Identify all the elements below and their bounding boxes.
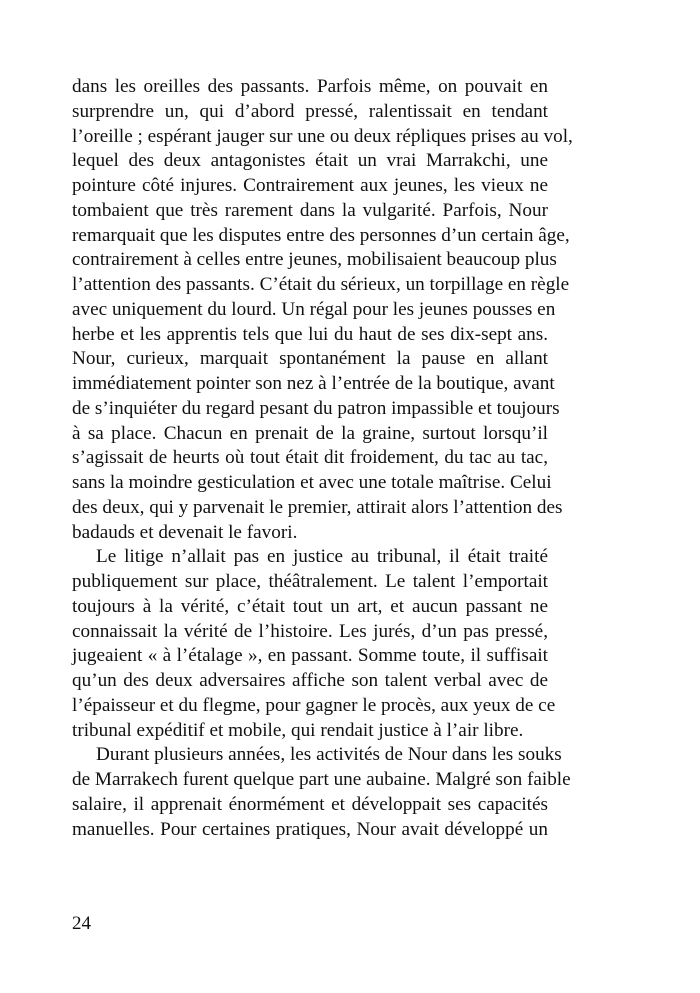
text-line: à sa place. Chacun en prenait de la graine, surtout lorsqu’il bbox=[72, 422, 548, 444]
text-line: badauds et devenait le favori. bbox=[72, 521, 298, 543]
text-line: jugeaient « à l’étalage », en passant. Somme toute, il suffisait bbox=[72, 645, 548, 667]
text-line: dans les oreilles des passants. Parfois même, on pouvait en bbox=[72, 76, 548, 97]
text-line: remarquait que les disputes entre des personnes d’un certain âge, bbox=[72, 224, 570, 246]
paragraph bbox=[72, 545, 556, 743]
text-line: immédiatement pointer son nez à l’entrée de la boutique, avant bbox=[72, 373, 555, 394]
text-line: l’oreille ; espérant jauger sur une ou deux répliques prises au vol, bbox=[72, 125, 573, 147]
text-line: l’épaisseur et du flegme, pour gagner le procès, aux yeux de ce bbox=[72, 694, 556, 716]
text-line: sans la moindre gesticulation et avec une totale maîtrise. Celui bbox=[72, 472, 552, 493]
page-body bbox=[72, 75, 573, 842]
text-line: lequel des deux antagonistes était un vrai Marrakchi, une bbox=[72, 150, 548, 172]
text-line: Nour, curieux, marquait spontanément la pause en allant bbox=[72, 348, 548, 370]
text-line: de Marrakech furent quelque part une aubaine. Malgré son faible bbox=[72, 769, 571, 790]
text-line: salaire, il apprenait énormément et développait ses capacités bbox=[72, 793, 548, 815]
text-line: avec uniquement du lourd. Un régal pour les jeunes pousses en bbox=[72, 298, 556, 320]
page-number: 24 bbox=[72, 913, 91, 934]
paragraph bbox=[72, 75, 573, 545]
text-line: s’agissait de heurts où tout était dit froidement, du tac au tac, bbox=[72, 447, 548, 469]
paragraph bbox=[72, 743, 571, 842]
text-line: pointure côté injures. Contrairement aux jeunes, les vieux ne bbox=[72, 175, 548, 196]
text-line: Durant plusieurs années, les activités de Nour dans les souks bbox=[96, 744, 562, 766]
text-line: publiquement sur place, théâtralement. Le talent l’emportait bbox=[72, 571, 548, 592]
text-line: toujours à la vérité, c’était tout un art, et aucun passant ne bbox=[72, 595, 548, 617]
text-line: de s’inquiéter du regard pesant du patron impassible et toujours bbox=[72, 397, 560, 419]
text-line: Le litige n’allait pas en justice au tribunal, il était traité bbox=[96, 546, 548, 568]
text-line: des deux, qui y parvenait le premier, attirait alors l’attention des bbox=[72, 496, 563, 518]
text-line: l’attention des passants. C’était du sérieux, un torpillage en règle bbox=[72, 274, 570, 295]
text-line: manuelles. Pour certaines pratiques, Nour avait développé un bbox=[72, 818, 548, 840]
text-line: qu’un des deux adversaires affiche son talent verbal avec de bbox=[72, 670, 548, 691]
text-line: tombaient que très rarement dans la vulgarité. Parfois, Nour bbox=[72, 199, 548, 221]
text-line: herbe et les apprentis tels que lui du haut de ses dix-sept ans. bbox=[72, 323, 548, 345]
text-line: surprendre un, qui d’abord pressé, ralentissait en tendant bbox=[72, 100, 548, 122]
text-line: connaissait la vérité de l’histoire. Les jurés, d’un pas pressé, bbox=[72, 620, 548, 642]
text-line: tribunal expéditif et mobile, qui rendait justice à l’air libre. bbox=[72, 719, 524, 741]
text-line: contrairement à celles entre jeunes, mobilisaient beaucoup plus bbox=[72, 249, 557, 271]
